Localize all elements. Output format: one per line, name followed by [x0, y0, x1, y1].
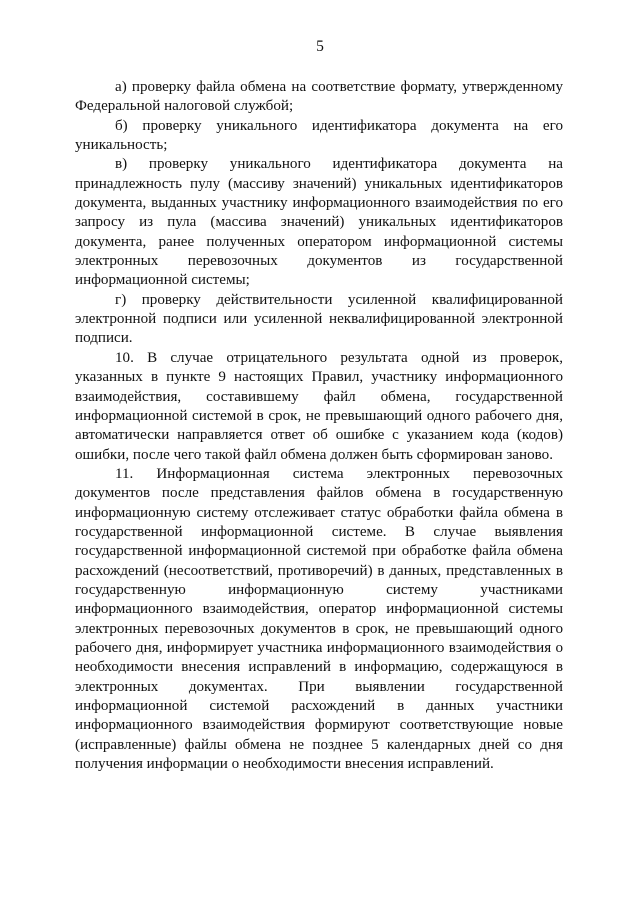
paragraph-clause-11: 11. Информационная система электронных перевозочных документов после представления файлов обмена в государственную информационную систему отслеживает статус обработки файла обмена в государственной информационной системе. В случае выявления государственной информационной системой при обработке файла обмена расхождений (несоответствий, противоречий) в данных, представленных в государственную информационную систему участниками информационного взаимодействия, оператор информационной системы электронных перевозочных документов в срок, не превышающий одного рабочего дня, информирует участника информационного взаимодействия о необходимости внесения исправлений в информацию, содержащуюся в электронных документах. При выявлении государственной информационной системой расхождений в данных участники информационного взаимодействия формируют соответствующие новые (исправленные) файлы обмена не позднее 5 календарных дней со дня получения информации о необходимости внесения исправлений.: [75, 465, 563, 773]
paragraph-clause-10: 10. В случае отрицательного результата одной из проверок, указанных в пункте 9 настоящих Правил, участнику информационного взаимодействия, составившему файл обмена, государственной информационной системой в срок, не превышающий одного рабочего дня, автоматически направляется ответ об ошибке с указанием кода (кодов) ошибки, после чего такой файл обмена должен быть сформирован заново.: [75, 349, 563, 463]
paragraph-item-b: б) проверку уникального идентификатора документа на его уникальность;: [75, 117, 563, 154]
paragraph-item-g: г) проверку действительности усиленной квалифицированной электронной подписи или усиленной неквалифицированной электронной подписи.: [75, 291, 563, 347]
page-number: 5: [316, 38, 324, 55]
document-body: [75, 78, 563, 774]
paragraph-item-a: а) проверку файла обмена на соответствие формату, утвержденному Федеральной налоговой службой;: [75, 79, 563, 115]
paragraph-item-v: в) проверку уникального идентификатора документа на принадлежность пулу (массиву значений) уникальных идентификаторов документа, выданных участнику информационного взаимодействия по его запросу из пула (массива значений) уникальных идентификаторов документа, ранее полученных оператором информационной системы электронных перевозочных документов из государственной информационной системы;: [75, 156, 563, 289]
